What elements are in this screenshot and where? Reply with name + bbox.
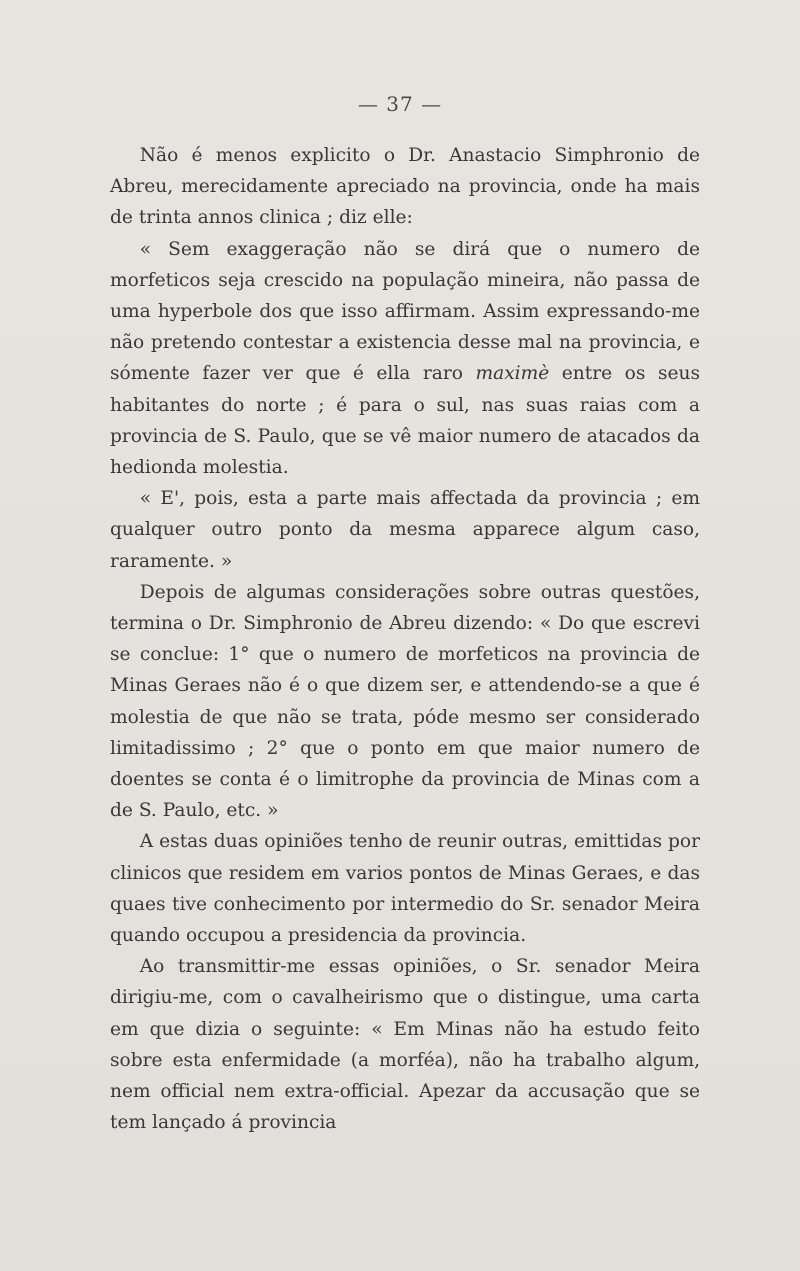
paragraph-text: Não é menos explicito o Dr. Anastacio Simphronio de Abreu, merecidamente apreciado na provincia, onde ha mais de trinta annos clinica ; diz elle: bbox=[110, 145, 700, 229]
paragraph-text: « E', pois, esta a parte mais affectada da provincia ; em qualquer outro ponto da mesma apparece algum caso, raramente. » bbox=[110, 488, 700, 572]
paragraph bbox=[110, 140, 700, 234]
paragraph-text: « Sem exaggeração não se dirá que o numero de morfeticos seja crescido na população mineira, não passa de uma hyperbole dos que isso affirmam. Assim expressando-me não pretendo contestar a existencia desse mal na provincia, e sómente fazer ver que é ella raro bbox=[110, 238, 700, 385]
italic-term: maximè bbox=[475, 363, 550, 385]
paragraph bbox=[110, 483, 700, 577]
paragraph-text: entre os seus habitantes do norte ; é para o sul, nas suas raias com a provincia de S. Paulo, que se vê maior numero de atacados da hedionda molestia. bbox=[110, 363, 701, 479]
paragraph bbox=[110, 826, 700, 951]
paragraph bbox=[110, 951, 700, 1138]
body-text bbox=[110, 140, 700, 1139]
paragraph-text: Ao transmittir-me essas opiniões, o Sr. senador Meira dirigiu-me, com o cavalheirismo que o distingue, uma carta em que dizia o seguinte: « Em Minas não ha estudo feito sobre esta enfermidade (a morféa), não ha trabalho algum, nem official nem extra-official. Apezar da accusação que se tem lançado á provincia bbox=[110, 956, 700, 1134]
paragraph-text: A estas duas opiniões tenho de reunir outras, emittidas por clinicos que residem em varios pontos de Minas Geraes, e das quaes tive conhecimento por intermedio do Sr. senador Meira quando occupou a presidencia da provincia. bbox=[110, 831, 700, 947]
page-number: — 37 — bbox=[357, 92, 443, 116]
paragraph bbox=[110, 577, 700, 827]
paragraph-text: Depois de algumas considerações sobre outras questões, termina o Dr. Simphronio de Abreu dizendo: « Do que escrevi se conclue: 1° que o numero de morfeticos na provincia de Minas Geraes não é o que dizem ser, e attendendo-se a que é molestia de que não se trata, póde mesmo ser considerado limitadissimo ; 2° que o ponto em que maior numero de doentes se conta é o limitrophe da provincia de Minas com a de S. Paulo, etc. » bbox=[110, 581, 700, 822]
paragraph bbox=[110, 234, 700, 484]
